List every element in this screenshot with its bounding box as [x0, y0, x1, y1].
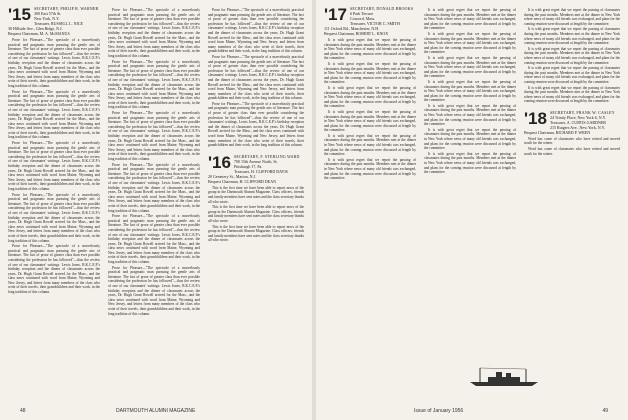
paragraph: Prose for Pleasure—"The spectacle of a marvelously practical and pragmatic man pursuing the gentle arts of literature. The fact of prose of greater class than ever possible considering the profession he has followed"—thus the review of one of our classmates' writings. Lewis Jones, R.K.C.E.P.'s birthday reception and the dinner of classmates across the years, Dr. Hugh Grant Rowell arrived for the Mass., and the class news continued with word from Maine, Wyoming and New Jersey, and letters from many members of the class who write of their travels, their grandchildren and their work, in the long tradition of this column.: [108, 59, 200, 110]
paragraph: It is with great regret that we report the passing of classmates during the past months. Members met at the dinner in New York where news of many old friends was exchanged, and plans for the coming reunion were discussed at length by the committee.: [324, 38, 416, 61]
header-line: Treasurer, RUSSELL L. NICE: [33, 21, 83, 26]
header-line: New York, N.Y.: [33, 16, 60, 21]
paragraph: This is the first time we have been able to report news of the group in the Dartmouth Alumni Magazine. Class officers, friends and family members have sent notes and the class secretary thanks all who wrote.: [208, 224, 304, 243]
class-1918-header: [524, 110, 620, 135]
paragraph: Prose for Pleasure—"The spectacle of a marvelously practical and pragmatic man pursuing the gentle arts of literature. The fact of prose of greater class than ever possible considering the profession he has followed"—thus the review of one of our classmates' writings. Lewis Jones, R.K.C.E.P.'s birthday reception and the dinner of classmates across the years, Dr. Hugh Grant Rowell arrived for the Mass., and the class news continued with word from Maine, Wyoming and New Jersey, and letters from many members of the class who write of their travels, their grandchildren and their work, in the long tradition of this column.: [8, 244, 100, 295]
paragraph: This is the first time we have been able to report news of the group in the Dartmouth Alumni Magazine. Class officers, friends and family members have sent notes and the class secretary thanks all who wrote.: [208, 205, 304, 223]
class-year-label: '16: [208, 152, 231, 172]
paragraph: It is with great regret that we report the passing of classmates during the past months. Members met at the dinner in New York where news of many old friends was exchanged, and plans for the coming reunion were discussed at length by the committee.: [324, 157, 416, 181]
paragraph: It is with great regret that we report the passing of classmates during the past months. Members met at the dinner in New York where news of many old friends was exchanged, and plans for the coming reunion were discussed at length by the committee.: [324, 61, 416, 85]
header-line: 700 15th Avenue North, St.: [233, 158, 278, 164]
paragraph: It is with great regret that we report the passing of classmates during the past months. Members met at the dinner in New York where news of many old friends was exchanged, and plans for the coming reunion were discussed at length by the committee.: [424, 55, 516, 79]
header-line: SECRETARY, DONALD BROOKS: [349, 6, 414, 11]
header-line: 6 Park Terrace: [349, 11, 374, 16]
class-notes-text: [208, 6, 304, 148]
header-line: 30 Hillside Ave., Glen Ridge, N.J.: [8, 26, 63, 31]
paragraph: It is with great regret that we report the passing of classmates during the past months. Members met at the dinner in New York where news of many old friends was exchanged, and plans for the coming reunion were discussed at length by the committee.: [424, 8, 516, 31]
paragraph: Prose for Pleasure—"The spectacle of a marvelously practical and pragmatic man pursuing the gentle arts of literature. The fact of prose of greater class than ever possible considering the profession he has followed"—thus the review of one of our classmates' writings. Lewis Jones, R.K.C.E.P.'s birthday reception and the dinner of classmates across the years, Dr. Hugh Grant Rowell arrived for the Mass., and the class news continued with word from Maine, Wyoming and New Jersey, and letters from many members of the class who write of their travels, their grandchildren and their work, in the long tradition of this column.: [8, 38, 100, 88]
paragraph: Prose for Pleasure—"The spectacle of a marvelously practical and pragmatic man pursuing the gentle arts of literature. The fact of prose of greater class than ever possible considering the profession he has followed"—thus the review of one of our classmates' writings. Lewis Jones, R.K.C.E.P.'s birthday reception and the dinner of classmates across the years, Dr. Hugh Grant Rowell arrived for the Mass., and the class news continued with word from Maine, Wyoming and New Jersey, and letters from many members of the class who write of their travels, their grandchildren and their work, in the long tradition of this column.: [8, 141, 100, 191]
issue-date: Issue of January 1956: [414, 408, 464, 414]
paragraph: It is with great regret that we report the passing of classmates during the past months. Members met at the dinner in New York where news of many old friends was exchanged, and plans for the coming reunion were discussed at length by the committee.: [424, 127, 516, 151]
header-line: Treasurer, H. CLIFFORD DAVIS: [233, 168, 288, 174]
class-year-label: '18: [524, 108, 547, 128]
header-line: SECRETARY, FRANK W. CASLEY: [549, 109, 615, 115]
column-4: [324, 6, 416, 396]
paragraph: It is with great regret that we report the passing of classmates during the past months. Members met at the dinner in New York where news of many old friends was exchanged, and plans for the coming reunion were discussed at length by the committee.: [324, 133, 416, 157]
paragraph: It is with great regret that we report the passing of classmates during the past months. Members met at the dinner in New York where news of many old friends was exchanged, and plans for the coming reunion were discussed at length by the committee.: [424, 31, 516, 55]
column-1: [8, 6, 100, 396]
paragraph: Prose for Pleasure—"The spectacle of a marvelously practical and pragmatic man pursuing the gentle arts of literature. The fact of prose of greater class than ever possible considering the profession he has followed"—thus the review of one of our classmates' writings. Lewis Jones, R.K.C.E.P.'s birthday reception and the dinner of classmates across the years, Dr. Hugh Grant Rowell arrived for the Mass., and the class news continued with word from Maine, Wyoming and New Jersey, and letters from many members of the class who write of their travels, their grandchildren and their work, in the long tradition of this column.: [108, 8, 200, 58]
page-number: 48: [20, 408, 26, 414]
paragraph: It is with great regret that we report the passing of classmates during the past months. Members met at the dinner in New York where news of many old friends was exchanged, and plans for the coming reunion were discussed at length by the committee.: [524, 85, 620, 104]
class-1917-header: [324, 6, 416, 36]
class-year-label: '17: [324, 6, 347, 24]
paragraph: Prose for Pleasure—"The spectacle of a marvelously practical and pragmatic man pursuing the gentle arts of literature. The fact of prose of greater class than ever possible considering the profession he has followed"—thus the review of one of our classmates' writings. Lewis Jones, R.K.C.E.P.'s birthday reception and the dinner of classmates across the years, Dr. Hugh Grant Rowell arrived for the Mass., and the class news continued with word from Maine, Wyoming and New Jersey, and letters from many members of the class who write of their travels, their grandchildren and their work, in the long tradition of this column.: [108, 162, 200, 213]
class-notes-text: [8, 36, 100, 295]
header-line: SECRETARY, PHILIP R. WARNER: [33, 6, 99, 11]
header-line: Treasurer, VICTOR C. SMITH: [349, 21, 400, 26]
class-notes-text: [208, 184, 304, 243]
class-notes-text: [524, 135, 620, 156]
class-notes-text: [324, 36, 416, 181]
paragraph: Word has come of classmates who have retired and moved south for the winter.: [524, 147, 620, 156]
header-line: Bequest Chairman, H. CLIFFORD DEAN: [208, 178, 276, 184]
header-line: 20 Cemetery St., Marion, N.J.: [208, 173, 257, 179]
paragraph: It is with great regret that we report the passing of classmates during the past months. Members met at the dinner in New York where news of many old friends was exchanged, and plans for the coming reunion were discussed at length by the committee.: [424, 79, 516, 103]
paragraph: Word has come of classmates who have retired and moved south for the winter.: [524, 136, 620, 146]
paragraph: It is with great regret that we report the passing of classmates during the past months. Members met at the dinner in New York where news of many old friends was exchanged, and plans for the coming reunion were discussed at length by the committee.: [524, 66, 620, 84]
paragraph: Prose for Pleasure—"The spectacle of a marvelously practical and pragmatic man pursuing the gentle arts of literature. The fact of prose of greater class than ever possible considering the profession he has followed"—thus the review of one of our classmates' writings. Lewis Jones, R.K.C.E.P.'s birthday reception and the dinner of classmates across the years, Dr. Hugh Grant Rowell arrived for the Mass., and the class news continued with word from Maine, Wyoming and New Jersey, and letters from many members of the class who write of their travels, their grandchildren and their work, in the long tradition of this column.: [208, 8, 304, 54]
column-5: [424, 6, 516, 396]
class-1915-header: [8, 6, 100, 36]
paragraph: It is with great regret that we report the passing of classmates during the past months. Members met at the dinner in New York where news of many old friends was exchanged, and plans for the coming reunion were discussed at length by the committee.: [524, 27, 620, 46]
header-line: Bequest Chairman, M. A. McMANUS: [8, 31, 70, 36]
header-line: Treasurer, A. CURTIS GARDNER: [549, 119, 606, 125]
paragraph: It is with great regret that we report the passing of classmates during the past months. Members met at the dinner in New York where news of many old friends was exchanged, and plans for the coming reunion were discussed at length by the committee.: [324, 109, 416, 133]
paragraph: Prose for Pleasure—"The spectacle of a marvelously practical and pragmatic man pursuing the gentle arts of literature. The fact of prose of greater class than ever possible considering the profession he has followed"—thus the review of one of our classmates' writings. Lewis Jones, R.K.C.E.P.'s birthday reception and the dinner of classmates across the years, Dr. Hugh Grant Rowell arrived for the Mass., and the class news continued with word from Maine, Wyoming and New Jersey, and letters from many members of the class who write of their travels, their grandchildren and their work, in the long tradition of this column.: [208, 54, 304, 101]
header-line: Pittsburgh 17, Pa.: [233, 163, 263, 169]
header-line: Bequest Chairman, ROBERT L. KNOX: [324, 31, 389, 36]
header-line: SECRETARY, F. STERLING WARD: [233, 153, 300, 159]
paragraph: Prose for Pleasure—"The spectacle of a marvelously practical and pragmatic man pursuing the gentle arts of literature. The fact of prose of greater class than ever possible considering the profession he has followed"—thus the review of one of our classmates' writings. Lewis Jones, R.K.C.E.P.'s birthday reception and the dinner of classmates across the years, Dr. Hugh Grant Rowell arrived for the Mass., and the class news continued with word from Maine, Wyoming and New Jersey, and letters from many members of the class who write of their travels, their grandchildren and their work, in the long tradition of this column.: [108, 111, 200, 161]
header-line: 111 Oxford Rd., Manchester, N.H.: [324, 26, 380, 31]
class-1916-header: [208, 154, 304, 184]
header-line: Bequest Chairman, RICHARD P. WREN: [524, 129, 591, 135]
right-page: [316, 0, 628, 420]
page-number: 49: [602, 408, 608, 414]
header-line: 300 East 57th St.: [33, 11, 62, 16]
header-line: Concord, Mass.: [349, 16, 376, 21]
paragraph: It is with great regret that we report the passing of classmates during the past months. Members met at the dinner in New York where news of many old friends was exchanged, and plans for the coming reunion were discussed at length by the committee.: [424, 151, 516, 175]
ship-illustration: [466, 366, 542, 388]
magazine-title: DARTMOUTH ALUMNI MAGAZINE: [116, 408, 196, 414]
paragraph: Prose for Pleasure—"The spectacle of a marvelously practical and pragmatic man pursuing the gentle arts of literature. The fact of prose of greater class than ever possible considering the profession he has followed"—thus the review of one of our classmates' writings. Lewis Jones, R.K.C.E.P.'s birthday reception and the dinner of classmates across the years, Dr. Hugh Grant Rowell arrived for the Mass., and the class news continued with word from Maine, Wyoming and New Jersey, and letters from many members of the class who write of their travels, their grandchildren and their work, in the long tradition of this column.: [8, 192, 100, 243]
header-line: 24 Trinity Place, New York 6, N.Y.: [549, 114, 606, 120]
column-6: [524, 6, 620, 396]
class-notes-text: [524, 6, 620, 104]
paragraph: It is with great regret that we report the passing of classmates during the past months. Members met at the dinner in New York where news of many old friends was exchanged, and plans for the coming reunion were discussed at length by the committee.: [524, 8, 620, 26]
paragraph: This is the first time we have been able to report news of the group in the Dartmouth Alumni Magazine. Class officers, friends and family members have sent notes and the class secretary thanks all who wrote.: [208, 185, 304, 204]
paragraph: Prose for Pleasure—"The spectacle of a marvelously practical and pragmatic man pursuing the gentle arts of literature. The fact of prose of greater class than ever possible considering the profession he has followed"—thus the review of one of our classmates' writings. Lewis Jones, R.K.C.E.P.'s birthday reception and the dinner of classmates across the years, Dr. Hugh Grant Rowell arrived for the Mass., and the class news continued with word from Maine, Wyoming and New Jersey, and letters from many members of the class who write of their travels, their grandchildren and their work, in the long tradition of this column.: [8, 89, 100, 140]
left-page: [0, 0, 312, 420]
paragraph: Prose for Pleasure—"The spectacle of a marvelously practical and pragmatic man pursuing the gentle arts of literature. The fact of prose of greater class than ever possible considering the profession he has followed"—thus the review of one of our classmates' writings. Lewis Jones, R.K.C.E.P.'s birthday reception and the dinner of classmates across the years, Dr. Hugh Grant Rowell arrived for the Mass., and the class news continued with word from Maine, Wyoming and New Jersey, and letters from many members of the class who write of their travels, their grandchildren and their work, in the long tradition of this column.: [108, 214, 200, 265]
paragraph: It is with great regret that we report the passing of classmates during the past months. Members met at the dinner in New York where news of many old friends was exchanged, and plans for the coming reunion were discussed at length by the committee.: [324, 85, 416, 109]
class-notes-text: [424, 6, 516, 175]
column-3: [208, 6, 304, 396]
paragraph: It is with great regret that we report the passing of classmates during the past months. Members met at the dinner in New York where news of many old friends was exchanged, and plans for the coming reunion were discussed at length by the committee.: [424, 103, 516, 127]
paragraph: Prose for Pleasure—"The spectacle of a marvelously practical and pragmatic man pursuing the gentle arts of literature. The fact of prose of greater class than ever possible considering the profession he has followed"—thus the review of one of our classmates' writings. Lewis Jones, R.K.C.E.P.'s birthday reception and the dinner of classmates across the years, Dr. Hugh Grant Rowell arrived for the Mass., and the class news continued with word from Maine, Wyoming and New Jersey, and letters from many members of the class who write of their travels, their grandchildren and their work, in the long tradition of this column.: [108, 265, 200, 316]
column-2: [108, 6, 200, 396]
paragraph: It is with great regret that we report the passing of classmates during the past months. Members met at the dinner in New York where news of many old friends was exchanged, and plans for the coming reunion were discussed at length by the committee.: [524, 46, 620, 65]
paragraph: Prose for Pleasure—"The spectacle of a marvelously practical and pragmatic man pursuing the gentle arts of literature. The fact of prose of greater class than ever possible considering the profession he has followed"—thus the review of one of our classmates' writings. Lewis Jones, R.K.C.E.P.'s birthday reception and the dinner of classmates across the years, Dr. Hugh Grant Rowell arrived for the Mass., and the class news continued with word from Maine, Wyoming and New Jersey, and letters from many members of the class who write of their travels, their grandchildren and their work, in the long tradition of this column.: [208, 101, 304, 148]
class-notes-text: [108, 6, 200, 316]
class-year-label: '15: [8, 6, 31, 24]
header-line: 215 Rutgers Ave., New York, N.Y.: [549, 124, 606, 130]
